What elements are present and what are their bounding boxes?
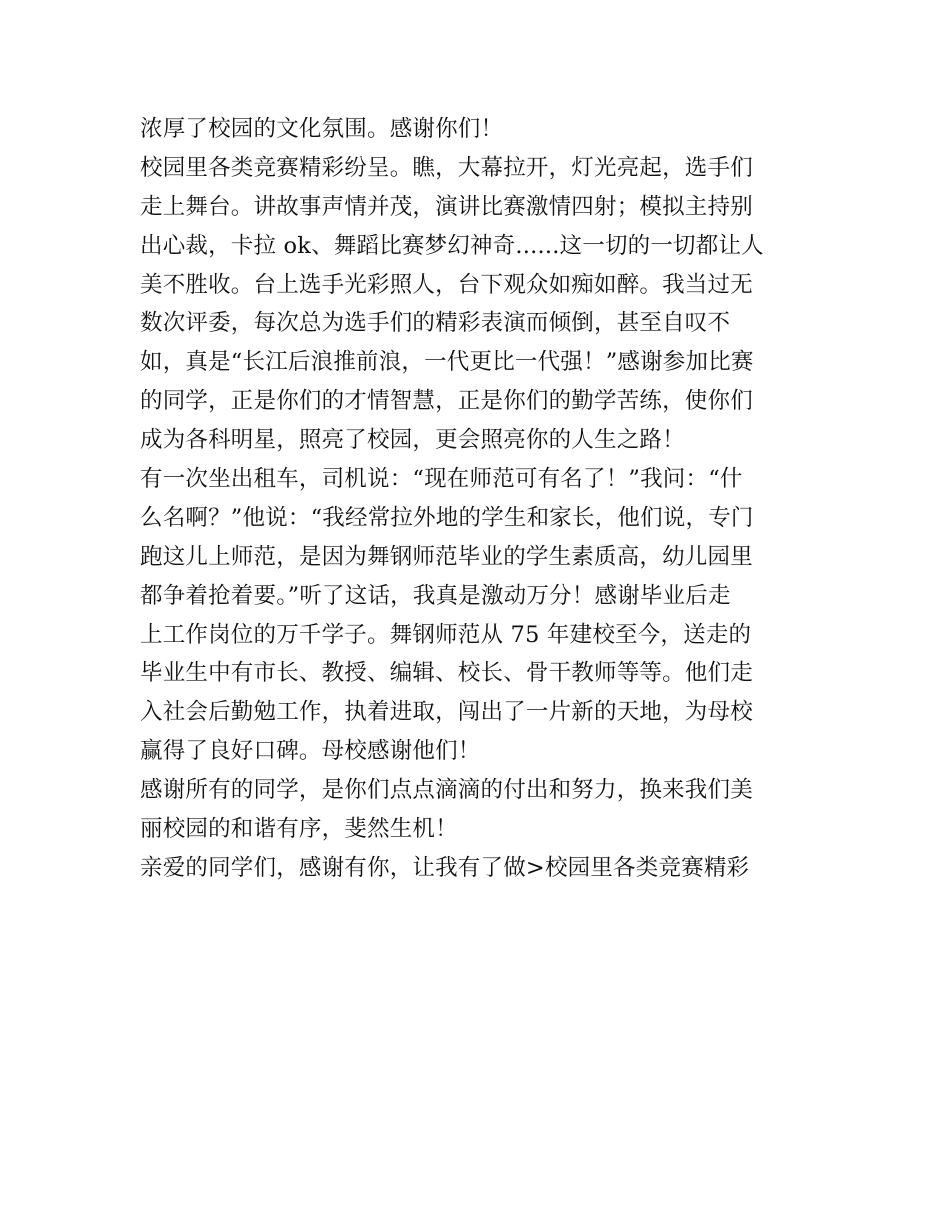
text-line: 丽校园的和谐有序，斐然生机！ xyxy=(140,816,458,843)
text-line: 亲爱的同学们，感谢有你，让我有了做>校园里各类竞赛精彩 xyxy=(140,854,750,881)
text-line: 数次评委，每次总为选手们的精彩表演而倾倒，甚至自叹不 xyxy=(140,310,731,337)
text-line: 赢得了良好口碑。母校感谢他们！ xyxy=(140,738,481,765)
text-line: 走上舞台。讲故事声情并茂，演讲比赛激情四射；模拟主持别 xyxy=(140,193,753,220)
text-line: 上工作岗位的万千学子。舞钢师范从 75 年建校至今，送走的 xyxy=(140,621,752,648)
text-line: 么名啊？”他说：“我经常拉外地的学生和家长，他们说，专门 xyxy=(140,504,754,531)
text-line: 美不胜收。台上选手光彩照人，台下观众如痴如醉。我当过无 xyxy=(140,271,753,298)
text-line: 如，真是“长江后浪推前浪，一代更比一代强！”感谢参加比赛 xyxy=(140,349,754,376)
text-line: 的同学，正是你们的才情智慧，正是你们的勤学苦练，使你们 xyxy=(140,388,753,415)
text-line: 浓厚了校园的文化氛围。感谢你们！ xyxy=(140,116,504,142)
text-line: 入社会后勤勉工作，执着进取，闯出了一片新的天地，为母校 xyxy=(140,699,753,726)
text-line: 感谢所有的同学，是你们点点滴滴的付出和努力，换来我们美 xyxy=(140,777,753,804)
text-line: 毕业生中有市长、教授、编辑、校长、骨干教师等等。他们走 xyxy=(140,660,753,687)
text-line: 校园里各类竞赛精彩纷呈。瞧，大幕拉开，灯光亮起，选手们 xyxy=(140,154,753,181)
text-line: 出心裁，卡拉 ok、舞蹈比赛梦幻神奇......这一切的一切都让人 xyxy=(140,232,764,259)
text-line: 跑这儿上师范，是因为舞钢师范毕业的学生素质高，幼儿园里 xyxy=(140,543,753,570)
text-line: 成为各科明星，照亮了校园，更会照亮你的人生之路！ xyxy=(140,427,685,454)
text-line: 都争着抢着要。”听了这话，我真是激动万分！感谢毕业后走 xyxy=(140,582,731,609)
body-text xyxy=(140,110,820,888)
text-line: 有一次坐出租车，司机说：“现在师范可有名了！”我问：“什 xyxy=(140,466,743,493)
